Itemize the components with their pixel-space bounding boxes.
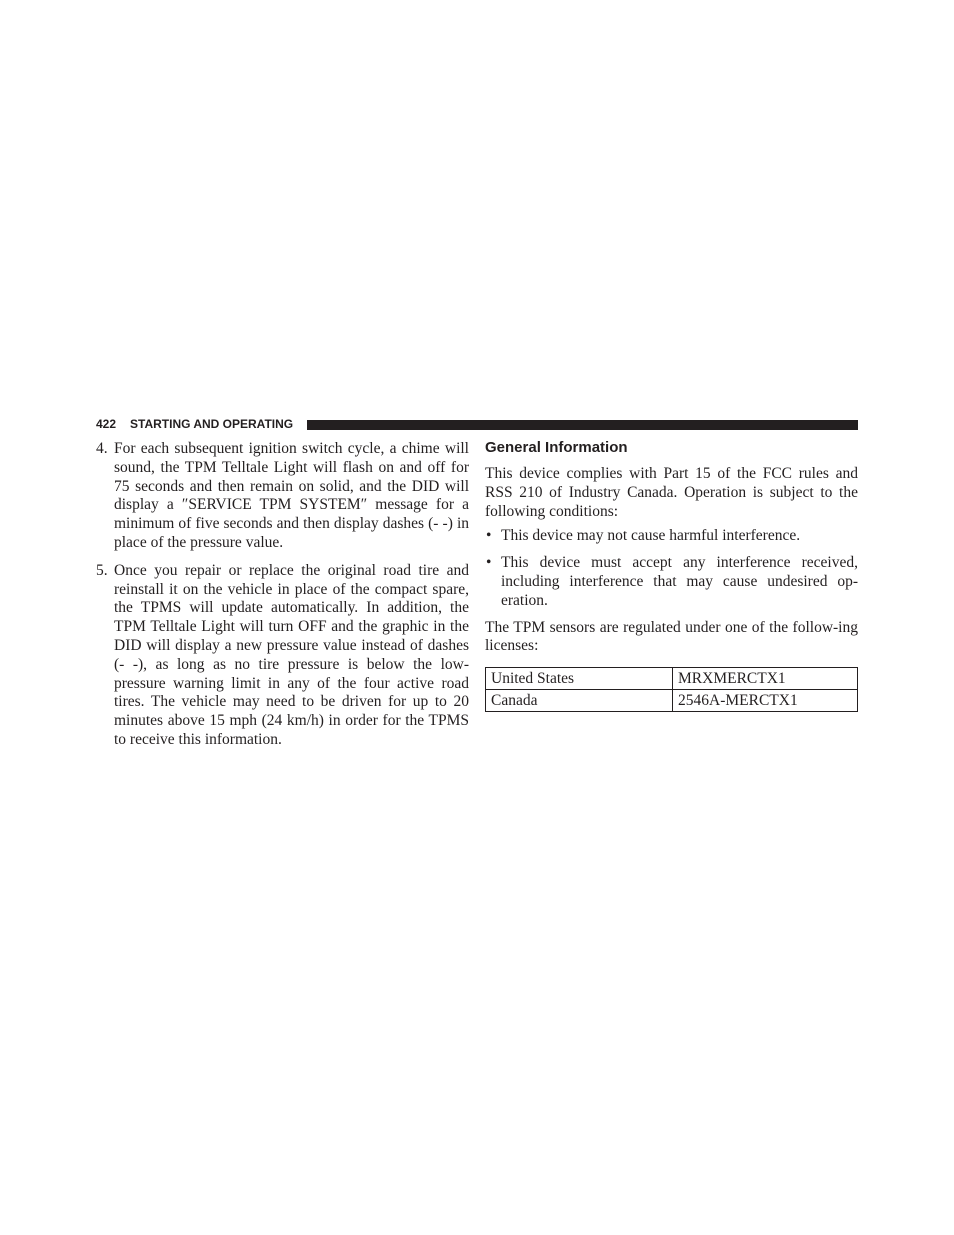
list-item-number: 4. bbox=[96, 440, 108, 457]
list-item-text: For each subsequent ignition switch cycle, a chime will sound, the TPM Telltale Light will flash on and off for 75 seconds and then remain on solid, and the DID will display a ″SERVICE TPM SYSTEM″ message for a minimum of five seconds and then display dashes (- -) in place of the pressure value. bbox=[114, 440, 469, 551]
bullet-icon: • bbox=[486, 527, 492, 545]
bullet-icon: • bbox=[486, 554, 492, 572]
page-number: 422 bbox=[96, 417, 117, 431]
license-cell: 2546A-MERCTX1 bbox=[673, 690, 858, 712]
section-title: STARTING AND OPERATING bbox=[130, 417, 294, 431]
licenses-table bbox=[485, 667, 858, 712]
license-cell: MRXMERCTX1 bbox=[673, 668, 858, 690]
page-header bbox=[96, 417, 858, 432]
list-item-number: 5. bbox=[96, 561, 108, 579]
bullet-item bbox=[485, 554, 858, 610]
intro-paragraph: This device complies with Part 15 of the FCC rules and RSS 210 of Industry Canada. Operation is subject to the following conditions: bbox=[485, 465, 858, 520]
left-column bbox=[96, 438, 469, 750]
table-row bbox=[486, 668, 858, 690]
list-item-5 bbox=[96, 562, 469, 750]
country-cell: United States bbox=[486, 668, 673, 690]
section-heading: General Information bbox=[485, 439, 628, 456]
bullet-text: This device must accept any interference received, including interference that may cause undesired op-eration. bbox=[501, 554, 858, 609]
right-column bbox=[485, 438, 858, 712]
bullet-text: This device may not cause harmful interference. bbox=[501, 527, 801, 545]
list-item-4 bbox=[96, 440, 469, 553]
header-rule-bar bbox=[307, 420, 858, 430]
licenses-intro-paragraph: The TPM sensors are regulated under one of the follow-ing licenses: bbox=[485, 618, 858, 655]
conditions-list bbox=[485, 527, 858, 610]
list-item-text: Once you repair or replace the original road tire and reinstall it on the vehicle in place of the compact spare, the TPMS will update automatically. In addition, the TPM Telltale Light will turn OFF and the graphic in the DID will display a new pressure value instead of dashes (- -), as long as no tire pressure is below the low-pressure warning limit in any of the four active road tires. The vehicle may need to be driven for up to 20 minutes above 15 mph (24 km/h) in order for the TPMS to receive this information. bbox=[114, 561, 469, 748]
table-row bbox=[486, 690, 858, 712]
country-cell: Canada bbox=[486, 690, 673, 712]
bullet-item bbox=[485, 527, 858, 546]
